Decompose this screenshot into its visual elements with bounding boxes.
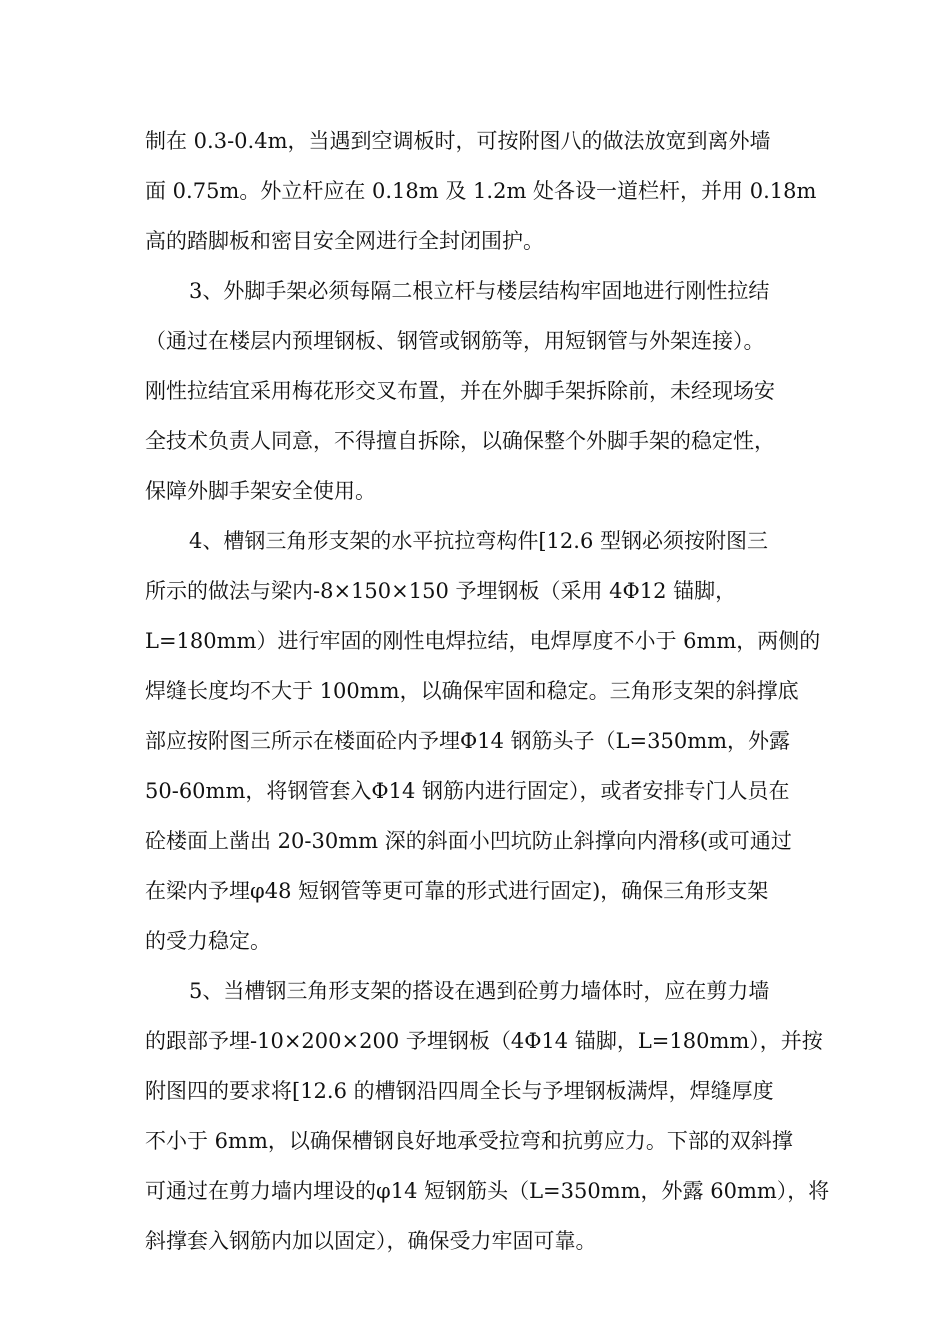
- paragraph-4-line-6: 斜撑套入钢筋内加以固定），确保受力牢固可靠。: [145, 1229, 597, 1253]
- paragraph-1-line-2: 面 0.75m。外立杆应在 0.18m 及 1.2m 处各设一道栏杆，并用 0.18m: [145, 179, 817, 203]
- paragraph-1-line-3: 高的踏脚板和密目安全网进行全封闭围护。: [145, 229, 544, 253]
- paragraph-3-line-1: 4、槽钢三角形支架的水平抗拉弯构件[12.6 型钢必须按附图三: [189, 529, 768, 553]
- paragraph-2-line-3: 刚性拉结宜采用梅花形交叉布置，并在外脚手架拆除前，未经现场安: [145, 379, 775, 403]
- paragraph-3-line-4: 焊缝长度均不大于 100mm，以确保牢固和稳定。三角形支架的斜撑底: [145, 679, 799, 703]
- paragraph-4-line-4: 不小于 6mm，以确保槽钢良好地承受拉弯和抗剪应力。下部的双斜撑: [145, 1129, 793, 1153]
- paragraph-3-line-9: 的受力稳定。: [145, 929, 271, 953]
- paragraph-2-line-1: 3、外脚手架必须每隔二根立杆与楼层结构牢固地进行刚性拉结: [189, 279, 770, 303]
- paragraph-3-line-2: 所示的做法与梁内-8×150×150 予埋钢板（采用 4Φ12 锚脚，: [145, 579, 737, 603]
- paragraph-3-line-8: 在梁内予埋φ48 短钢管等更可靠的形式进行固定)，确保三角形支架: [145, 879, 769, 903]
- paragraph-4-line-2: 的跟部予埋-10×200×200 予埋钢板（4Φ14 锚脚，L=180mm），并按: [145, 1029, 823, 1053]
- paragraph-3-line-7: 砼楼面上凿出 20-30mm 深的斜面小凹坑防止斜撑向内滑移(或可通过: [145, 829, 792, 853]
- paragraph-2-line-5: 保障外脚手架安全使用。: [145, 479, 376, 503]
- paragraph-1-line-1: 制在 0.3-0.4m，当遇到空调板时，可按附图八的做法放宽到离外墙: [145, 129, 771, 153]
- paragraph-3-line-5: 部应按附图三所示在楼面砼内予埋Φ14 钢筋头子（L=350mm，外露: [145, 729, 791, 753]
- paragraph-2-line-2: （通过在楼层内预埋钢板、钢管或钢筋等，用短钢管与外架连接）。: [145, 329, 765, 353]
- paragraph-4-line-5: 可通过在剪力墙内埋设的φ14 短钢筋头（L=350mm，外露 60mm），将: [145, 1179, 830, 1203]
- paragraph-3-line-6: 50-60mm，将钢管套入Φ14 钢筋内进行固定），或者安排专门人员在: [145, 779, 790, 803]
- paragraph-3-line-3: L=180mm）进行牢固的刚性电焊拉结，电焊厚度不小于 6mm，两侧的: [145, 629, 821, 653]
- paragraph-4-line-3: 附图四的要求将[12.6 的槽钢沿四周全长与予埋钢板满焊，焊缝厚度: [145, 1079, 774, 1103]
- paragraph-4-line-1: 5、当槽钢三角形支架的搭设在遇到砼剪力墙体时，应在剪力墙: [189, 979, 770, 1003]
- paragraph-2-line-4: 全技术负责人同意，不得擅自拆除，以确保整个外脚手架的稳定性，: [145, 429, 775, 453]
